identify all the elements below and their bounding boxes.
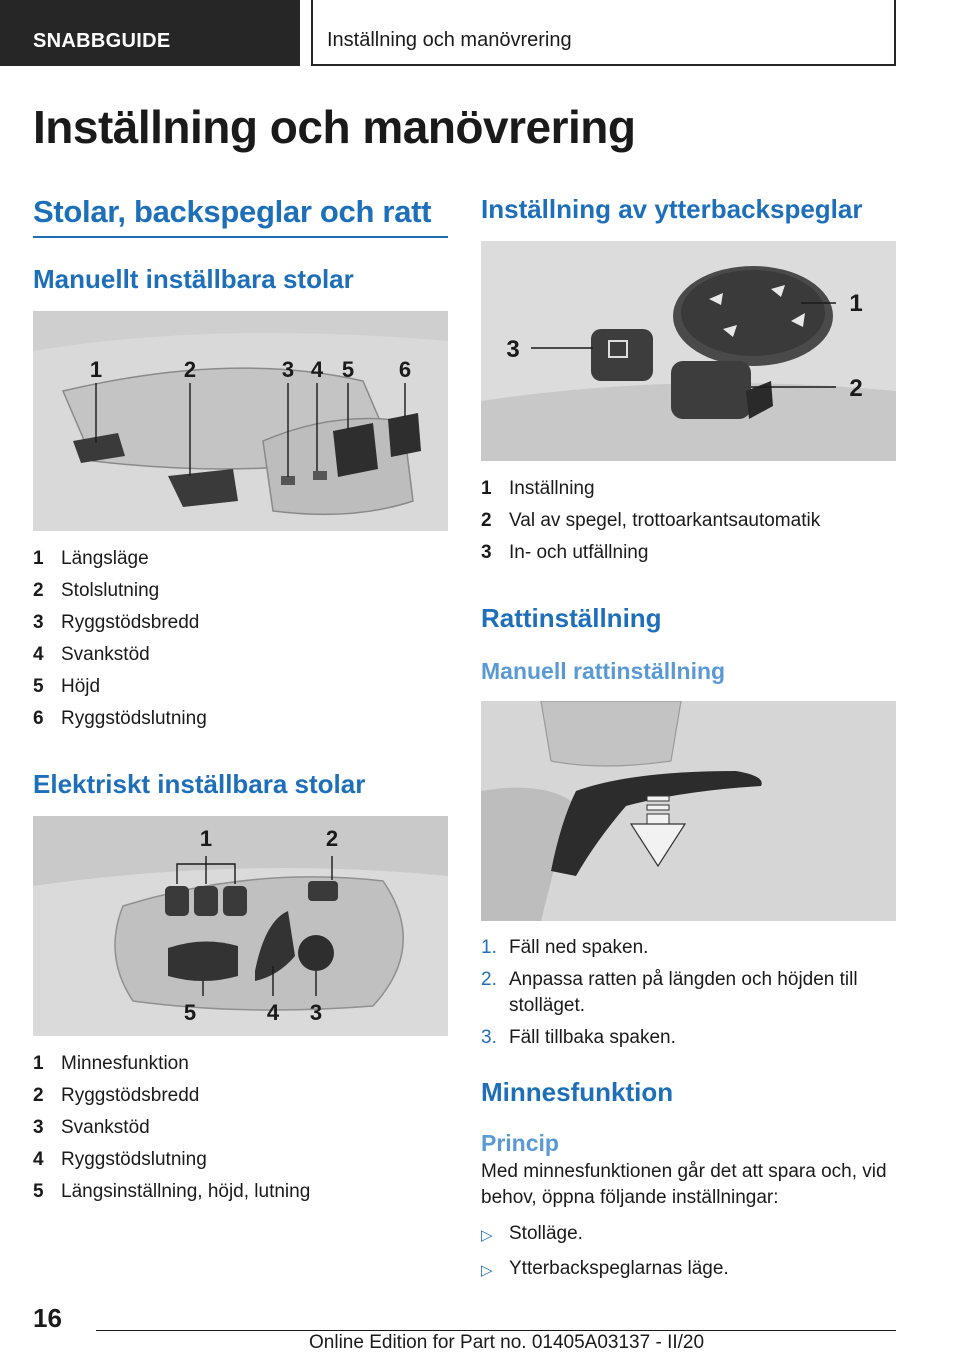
page-title: Inställning och manövrering — [33, 101, 636, 153]
steering-subtitle: Manuell rattinställning — [481, 658, 726, 684]
electric-seats-title: Elektriskt inställbara stolar — [33, 769, 366, 799]
steering-title: Rattinställning — [481, 603, 662, 633]
footer-divider — [96, 1330, 896, 1331]
list-item: ▷ Stolläge. — [481, 1221, 896, 1249]
manual-seats-title: Manuellt inställbara stolar — [33, 264, 354, 294]
list-item: 1. Fäll ned spaken. — [481, 937, 649, 958]
callout-label: 3 — [506, 336, 520, 363]
list-item: 3 In- och utfällning — [481, 542, 649, 563]
steering-lever-illustration — [481, 701, 896, 921]
list-item: 6 Ryggstödslutning — [33, 708, 207, 729]
list-item: ▷ Ytterbackspeglarnas läge. — [481, 1256, 896, 1284]
chapter-tab: Inställning och manövrering — [311, 0, 896, 66]
left-column — [33, 190, 448, 1208]
callout-label: 3 — [281, 357, 295, 382]
list-item: 5 Höjd — [33, 676, 101, 697]
manual-seat-drawing — [33, 311, 448, 531]
mirror-controls-drawing — [481, 241, 896, 461]
callout-label: 1 — [199, 826, 213, 851]
callout-label: 4 — [310, 357, 324, 382]
list-item: 2 Ryggstödsbredd — [33, 1085, 200, 1106]
mirrors-title: Inställning av ytterbackspeglar — [481, 194, 863, 224]
triangle-right-icon: ▷ — [481, 1262, 493, 1279]
callout-label: 5 — [183, 1000, 197, 1025]
principle-title: Princip — [481, 1130, 559, 1156]
section-title: Stolar, backspeglar och ratt — [33, 194, 448, 238]
edition-text: Online Edition for Part no. 01405A03137 - II/20 — [309, 1332, 705, 1353]
list-item: 4 Svankstöd — [33, 644, 150, 665]
callout-label: 2 — [183, 357, 197, 382]
manual-seats-legend — [33, 543, 448, 735]
callout-label: 4 — [266, 1000, 280, 1025]
memory-bullets — [481, 1221, 896, 1284]
list-item: 2. Anpassa ratten på längden och höjden till stolläget. — [481, 969, 858, 1016]
page-number: 16 — [33, 1303, 62, 1333]
principle-text: Med minnesfunktionen går det att spara och, vid behov, öppna följande inställningar: — [481, 1161, 887, 1208]
electric-seat-drawing — [33, 816, 448, 1036]
list-item: 3. Fäll tillbaka spaken. — [481, 1027, 676, 1048]
list-item: 5 Längsinställning, höjd, lutning — [33, 1181, 311, 1202]
mirror-controls-illustration — [481, 241, 896, 461]
triangle-right-icon: ▷ — [481, 1227, 493, 1244]
manual-seat-illustration — [33, 311, 448, 531]
steering-lever-drawing — [481, 701, 896, 921]
callout-label: 1 — [89, 357, 103, 382]
list-item: 3 Svankstöd — [33, 1117, 150, 1138]
page-header — [0, 0, 960, 66]
memory-title: Minnesfunktion — [481, 1077, 674, 1107]
mirrors-legend — [481, 473, 896, 569]
section-tab: SNABBGUIDE — [0, 0, 300, 66]
list-item: 2 Val av spegel, trottoarkantsautomatik — [481, 510, 821, 531]
electric-seats-legend — [33, 1048, 448, 1208]
list-item: 3 Ryggstödsbredd — [33, 612, 200, 633]
list-item: 1 Längsläge — [33, 548, 149, 569]
list-item: 2 Stolslutning — [33, 580, 160, 601]
callout-label: 2 — [325, 826, 339, 851]
electric-seat-illustration — [33, 816, 448, 1036]
right-column — [481, 190, 896, 1291]
callout-label: 1 — [849, 290, 863, 317]
callout-label: 2 — [849, 375, 863, 402]
list-item: 4 Ryggstödslutning — [33, 1149, 207, 1170]
list-item: 1 Inställning — [481, 478, 595, 499]
list-item: 1 Minnesfunktion — [33, 1053, 189, 1074]
steering-steps — [481, 935, 896, 1051]
callout-label: 6 — [398, 357, 412, 382]
callout-label: 3 — [309, 1000, 323, 1025]
callout-label: 5 — [341, 357, 355, 382]
